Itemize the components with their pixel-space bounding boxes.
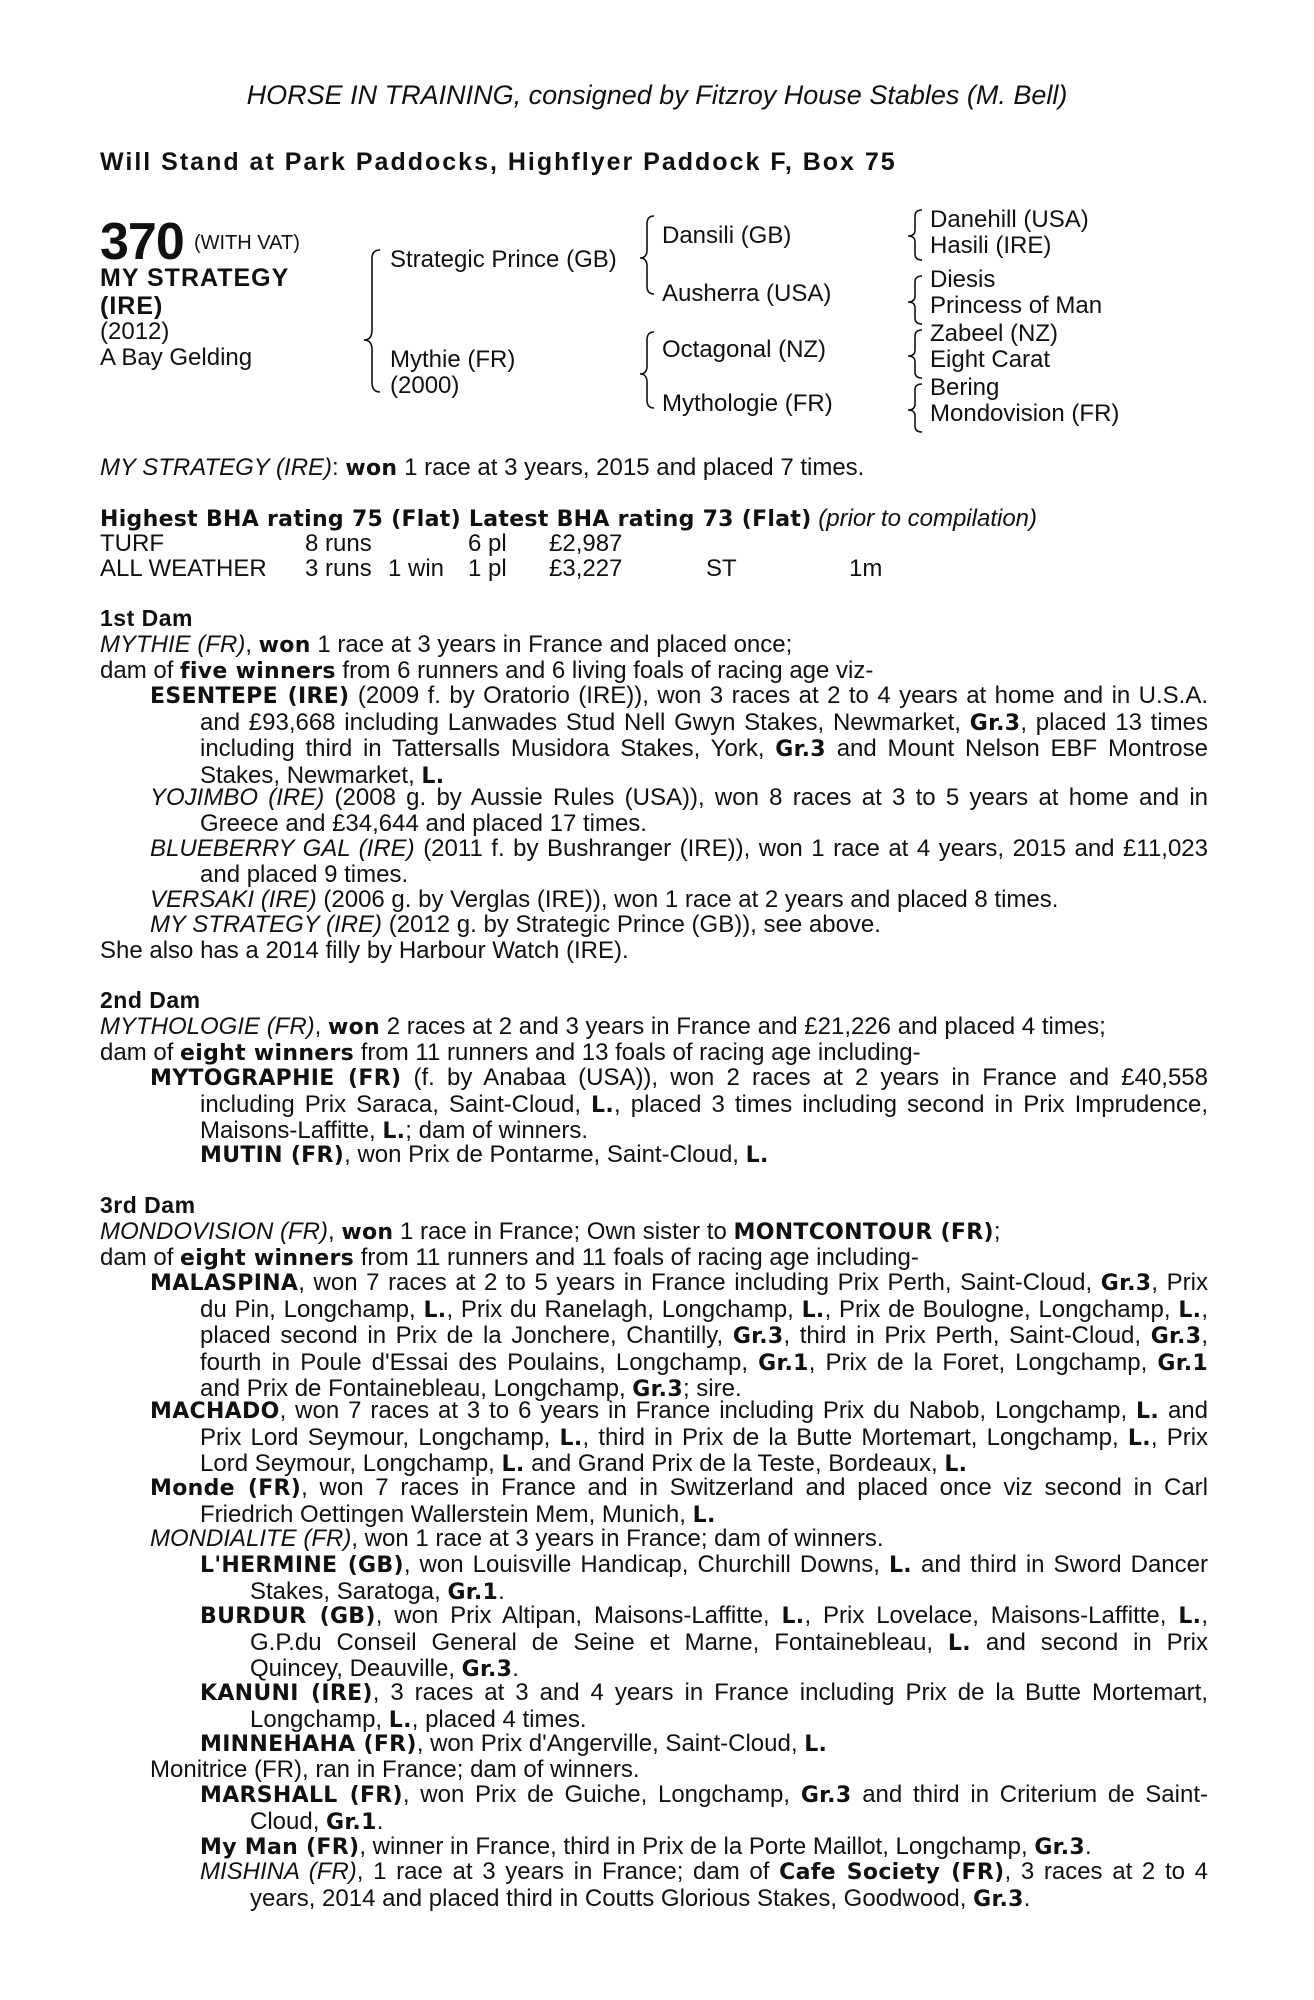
progeny-text: and Prix Lord Seymour, Longchamp, (200, 1397, 1208, 1451)
form-turf-runs: 8 runs (305, 530, 372, 557)
progeny-text: , placed second in Prix de la Jonchere, Chantilly, (200, 1295, 1208, 1350)
progeny-mishina (200, 1859, 1208, 1912)
progeny-marshall (200, 1782, 1208, 1835)
progeny-mytographie (150, 1065, 1208, 1145)
listed-label: L. (423, 1297, 447, 1323)
progeny-text: (2011 f. by Bushranger (IRE)), won 1 race at 4 years, 2015 and £11,023 and placed 9 times. (200, 835, 1209, 888)
progeny-name: MUTIN (FR) (200, 1143, 345, 1168)
listed-label: L. (944, 1452, 968, 1478)
form-turf-label: TURF (100, 530, 164, 557)
rating-bold: Highest BHA rating 75 (Flat) Latest BHA rating 73 (Flat) (100, 507, 812, 532)
progeny-text: (2012 g. by Strategic Prince (GB)), see above. (388, 911, 881, 938)
progeny-my-man (200, 1834, 1208, 1861)
runners-text: from 6 runners and 6 living foals of racing age viz- (342, 657, 874, 685)
progeny-name: MARSHALL (FR) (200, 1783, 403, 1808)
progeny-yojimbo (150, 785, 1208, 836)
progeny-text: and second in Prix Quincey, Deauville, (250, 1628, 1209, 1683)
form-turf-placed: 6 pl (468, 530, 507, 557)
progeny-text: , placed 4 times. (411, 1705, 587, 1733)
listed-label: L. (501, 1452, 525, 1478)
listed-label: L. (801, 1297, 825, 1323)
listed-label: L. (591, 1092, 615, 1118)
dam-sire: Octagonal (NZ) (662, 336, 827, 363)
progeny-text: (2008 g. by Aussie Rules (USA)), won 8 races at 3 to 5 years at home and in Greece and £34,644 and placed 17 times. (200, 784, 1208, 837)
lot-vat-note: (WITH VAT) (194, 232, 300, 254)
runners-text: from 11 runners and 11 foals of racing age including- (360, 1244, 919, 1272)
second-dam-line: MYTHOLOGIE (FR), won 2 races at 2 and 3 years in France and £21,226 and placed 4 times; (100, 1012, 1106, 1040)
progeny-minnehaha (200, 1731, 1208, 1758)
progeny-text: , won 7 races at 2 to 5 years in France including Prix Perth, Saint-Cloud, (298, 1269, 1093, 1296)
progeny-text: , placed 13 times including third in Tattersalls Musidora Stakes, York, (200, 708, 1209, 763)
third-dam-line: MONDOVISION (FR), won 1 race in France; Own sister to MONTCONTOUR (FR); (100, 1217, 1001, 1245)
winners-count: five winners (180, 659, 336, 685)
form-turf-money: £2,987 (549, 530, 623, 557)
listed-label: L. (1127, 1425, 1151, 1451)
race-summary: MY STRATEGY (IRE): won 1 race at 3 years, 2015 and placed 7 times. (100, 454, 865, 481)
form-aw-course: ST (706, 555, 737, 582)
progeny-name: My Man (FR) (200, 1835, 360, 1860)
pedigree-g8: Mondovision (FR) (930, 400, 1120, 427)
progeny-text: and Mount Nelson EBF Montrose Stakes, Newmarket, (200, 735, 1208, 789)
first-dam-heading: 1st Dam (100, 605, 193, 631)
second-dam-record: 2 races at 2 and 3 years in France and £21,226 and placed 4 times; (386, 1012, 1106, 1040)
winners-count: eight winners (180, 1041, 355, 1067)
progeny-text: , won Prix d'Angerville, Saint-Cloud, (416, 1730, 798, 1757)
summary-horse-name: MY STRATEGY (IRE) (100, 454, 333, 481)
listed-label: L. (888, 1553, 912, 1578)
progeny-text: and third in Criterium de Saint-Cloud, (250, 1781, 1208, 1835)
progeny-text: , won 7 races at 3 to 6 years in France including Prix du Nabob, Longchamp, (279, 1397, 1128, 1424)
punctuation: . (498, 1577, 505, 1605)
progeny-mondialite (150, 1526, 1208, 1552)
grade-label: Gr.1 (1157, 1350, 1208, 1376)
progeny-name: MISHINA (FR) (200, 1858, 357, 1885)
dam-of-label: dam of (100, 657, 174, 685)
listed-label: L. (1178, 1604, 1202, 1629)
horse-name: MY STRATEGY (100, 264, 290, 292)
listed-label: L. (692, 1502, 716, 1528)
progeny-text: and third in Sword Dancer Stakes, Saratoga, (250, 1551, 1208, 1605)
progeny-text: , third in Prix de la Butte Mortemart, Longchamp, (582, 1423, 1119, 1451)
form-aw-runs: 3 runs (305, 555, 372, 582)
pedigree-g3: Diesis (930, 266, 996, 293)
progeny-name: VERSAKI (IRE) (150, 886, 317, 913)
summary-text: 1 race at 3 years, 2015 and placed 7 times. (404, 454, 865, 481)
progeny-text: ; sire. (682, 1375, 742, 1403)
stand-location: Will Stand at Park Paddocks, Highflyer Paddock F, Box 75 (100, 148, 897, 176)
listed-label: L. (1178, 1297, 1202, 1323)
progeny-name: L'HERMINE (GB) (200, 1553, 404, 1578)
grade-label: Gr.3 (1100, 1271, 1152, 1296)
progeny-text: , Prix Lovelace, Maisons-Laffitte, (804, 1602, 1167, 1629)
progeny-text: (2009 f. by Oratorio (IRE)), won 3 races at 2 to 4 years at home and in U.S.A. and £93,668 including Lanwades Stud Nell Gwyn Stakes, Newmarket, (200, 682, 1209, 736)
progeny-text: (f. by Anabaa (USA)), won 2 races at 2 years in France and £40,558 including Prix Saraca, Saint-Cloud, (200, 1064, 1209, 1118)
punctuation: . (512, 1655, 519, 1683)
progeny-name: MYTOGRAPHIE (FR) (150, 1066, 402, 1091)
punctuation: . (1084, 1833, 1092, 1860)
progeny-text: (2006 g. by Verglas (IRE)), won 1 race at 2 years and placed 8 times. (323, 886, 1059, 913)
progeny-text: , Prix de la Foret, Longchamp, (808, 1348, 1148, 1376)
progeny-name: MINNEHAHA (FR) (200, 1732, 417, 1757)
progeny-text: , Prix du Pin, Longchamp, (200, 1269, 1208, 1323)
progeny-malaspina (150, 1270, 1208, 1403)
first-dam-section (100, 606, 1208, 685)
progeny-lhermine (200, 1552, 1208, 1605)
punctuation: . (376, 1807, 384, 1835)
progeny-text: , won Louisville Handicap, Churchill Downs, (403, 1551, 880, 1578)
second-dam-name: MYTHOLOGIE (FR) (100, 1012, 315, 1040)
listed-label: L. (745, 1143, 769, 1168)
sire-dam: Ausherra (USA) (662, 280, 832, 307)
grade-label: Gr.1 (326, 1809, 377, 1835)
grade-label: Gr.3 (969, 710, 1021, 736)
form-aw-placed: 1 pl (468, 555, 507, 582)
listed-label: L. (947, 1630, 971, 1656)
progeny-text: ; dam of winners. (405, 1117, 589, 1145)
punctuation: . (1023, 1884, 1031, 1912)
progeny-name: MY STRATEGY (IRE) (150, 911, 383, 938)
form-aw-money: £3,227 (549, 555, 623, 582)
progeny-name: MALASPINA (150, 1271, 299, 1296)
listed-label: L. (388, 1707, 412, 1733)
horse-name-suffix: (IRE) (100, 292, 164, 320)
grade-label: Gr.3 (1034, 1835, 1085, 1860)
third-dam-name: MONDOVISION (FR) (100, 1217, 328, 1245)
progeny-burdur (200, 1603, 1208, 1683)
lot-number: 370 (100, 213, 184, 271)
sire-sire: Dansili (GB) (662, 222, 792, 249)
progeny-text: , 1 race at 3 years in France; dam of (356, 1858, 770, 1885)
first-dam-won: won (258, 632, 311, 658)
listed-label: L. (781, 1604, 805, 1629)
progeny-text: , placed 3 times including second in Prix Imprudence, Maisons-Laffitte, (200, 1090, 1208, 1145)
listed-label: L. (1136, 1399, 1160, 1424)
punctuation: ; (993, 1217, 1001, 1245)
pedigree-g6: Eight Carat (930, 346, 1051, 373)
runners-text: from 11 runners and 13 foals of racing age including- (360, 1039, 921, 1067)
form-aw-distance: 1m (849, 555, 883, 582)
progeny-mutin (200, 1142, 1208, 1169)
grade-label: Gr.3 (1150, 1324, 1202, 1350)
third-dam-won: won (341, 1219, 394, 1245)
progeny-text: , G.P.du Conseil General de Seine et Marne, Fontainebleau, (250, 1602, 1208, 1656)
grade-label: Gr.3 (732, 1324, 784, 1350)
third-dam-section (100, 1193, 1208, 1272)
first-dam-record: 1 race at 3 years in France and placed once; (317, 630, 793, 658)
progeny-versaki (150, 887, 1208, 913)
progeny-name: BLUEBERRY GAL (IRE) (150, 835, 415, 862)
progeny-text: , won 1 race at 3 years in France; dam of winners. (351, 1525, 884, 1552)
own-sister-name: MONTCONTOUR (FR) (733, 1219, 994, 1245)
progeny-text: , winner in France, third in Prix de la Porte Maillot, Longchamp, (359, 1833, 1028, 1860)
progeny-name: MONDIALITE (FR) (150, 1525, 352, 1552)
progeny-name: KANUNI (IRE) (200, 1681, 373, 1706)
progeny-text: , 3 races at 2 to 4 years, 2014 and placed third in Coutts Glorious Stakes, Goodwood, (250, 1858, 1208, 1912)
progeny-monitrice: Monitrice (FR), ran in France; dam of winners. (150, 1756, 640, 1783)
listed-label: L. (804, 1732, 828, 1757)
progeny-esentepe (150, 683, 1208, 789)
winners-count: eight winners (180, 1246, 355, 1272)
sire: Strategic Prince (GB) (390, 246, 617, 273)
progeny-text: , Prix du Ranelagh, Longchamp, (446, 1295, 794, 1323)
horse-year: (2012) (100, 318, 170, 345)
grade-label: Gr.1 (447, 1579, 499, 1605)
progeny-name: ESENTEPE (IRE) (150, 684, 350, 709)
pedigree-g1: Danehill (USA) (930, 206, 1089, 233)
dam-of-label: dam of (100, 1244, 174, 1272)
second-dam-produce (100, 1040, 1208, 1067)
dam-year: (2000) (390, 372, 460, 399)
pedigree-g4: Princess of Man (930, 292, 1103, 319)
rating-note: (prior to compilation) (818, 505, 1038, 532)
progeny-monde (150, 1475, 1208, 1528)
dam-dam: Mythologie (FR) (662, 390, 833, 417)
form-aw-wins: 1 win (388, 555, 445, 582)
first-dam-also: She also has a 2014 filly by Harbour Watch (IRE). (100, 937, 629, 964)
second-dam-section (100, 988, 1208, 1067)
listed-label: L. (421, 763, 445, 789)
grade-label: Gr.3 (632, 1377, 683, 1403)
second-dam-heading: 2nd Dam (100, 987, 201, 1013)
consignor-header: HORSE IN TRAINING, consigned by Fitzroy House Stables (M. Bell) (246, 80, 1068, 110)
first-dam-name: MYTHIE (FR) (100, 630, 246, 658)
progeny-name: Cafe Society (FR) (779, 1860, 1005, 1885)
listed-label: L. (382, 1119, 406, 1145)
progeny-text: and Grand Prix de la Teste, Bordeaux, (531, 1450, 938, 1478)
first-dam-produce (100, 658, 1208, 685)
dam: Mythie (FR) (390, 346, 516, 373)
third-dam-record: 1 race in France; Own sister to (400, 1217, 727, 1245)
third-dam-heading: 3rd Dam (100, 1192, 196, 1218)
form-aw-label: ALL WEATHER (100, 555, 267, 582)
progeny-name: MACHADO (150, 1399, 280, 1424)
progeny-my-strategy (150, 912, 1208, 938)
progeny-text: , fourth in Poule d'Essai des Poulains, Longchamp, (200, 1322, 1208, 1376)
progeny-text: , Prix de Boulogne, Longchamp, (824, 1295, 1171, 1323)
progeny-machado (150, 1398, 1208, 1478)
grade-label: Gr.3 (800, 1783, 852, 1808)
first-dam-line: MYTHIE (FR), won 1 race at 3 years in France and placed once; (100, 630, 793, 658)
pedigree-g7: Bering (930, 374, 1000, 401)
pedigree-braces (0, 0, 1314, 460)
progeny-text: , won 7 races in France and in Switzerland and placed once viz second in Carl Friedrich Oettingen Wallerstein Mem, Munich, (200, 1474, 1208, 1528)
grade-label: Gr.3 (461, 1657, 513, 1683)
progeny-text: , 3 races at 3 and 4 years in France including Prix de la Butte Mortemart, Longchamp, (250, 1679, 1208, 1733)
progeny-text: , won Prix Altipan, Maisons-Laffitte, (375, 1602, 770, 1629)
third-dam-produce (100, 1245, 1208, 1272)
grade-label: Gr.3 (775, 737, 826, 763)
pedigree-g5: Zabeel (NZ) (930, 320, 1059, 347)
progeny-name: YOJIMBO (IRE) (150, 784, 325, 811)
summary-won: won (345, 456, 398, 481)
progeny-text: , Prix Lord Seymour, Longchamp, (200, 1423, 1209, 1478)
progeny-text: , won Prix de Guiche, Longchamp, (402, 1781, 791, 1808)
progeny-name: Monde (FR) (150, 1476, 302, 1501)
grade-label: Gr.3 (973, 1886, 1024, 1912)
listed-label: L. (559, 1425, 583, 1451)
progeny-text: , won Prix de Pontarme, Saint-Cloud, (344, 1141, 739, 1168)
second-dam-won: won (328, 1014, 381, 1040)
progeny-blueberry-gal (150, 836, 1208, 887)
grade-label: Gr.1 (758, 1350, 809, 1376)
horse-description: A Bay Gelding (100, 344, 253, 371)
pedigree-g2: Hasili (IRE) (930, 232, 1052, 259)
progeny-text: , third in Prix Perth, Saint-Cloud, (783, 1322, 1142, 1350)
progeny-text: and Prix de Fontainebleau, Longchamp, (200, 1375, 626, 1403)
rating-line (100, 505, 1037, 533)
dam-of-label: dam of (100, 1039, 174, 1067)
progeny-name: BURDUR (GB) (200, 1604, 376, 1629)
progeny-kanuni (200, 1680, 1208, 1733)
